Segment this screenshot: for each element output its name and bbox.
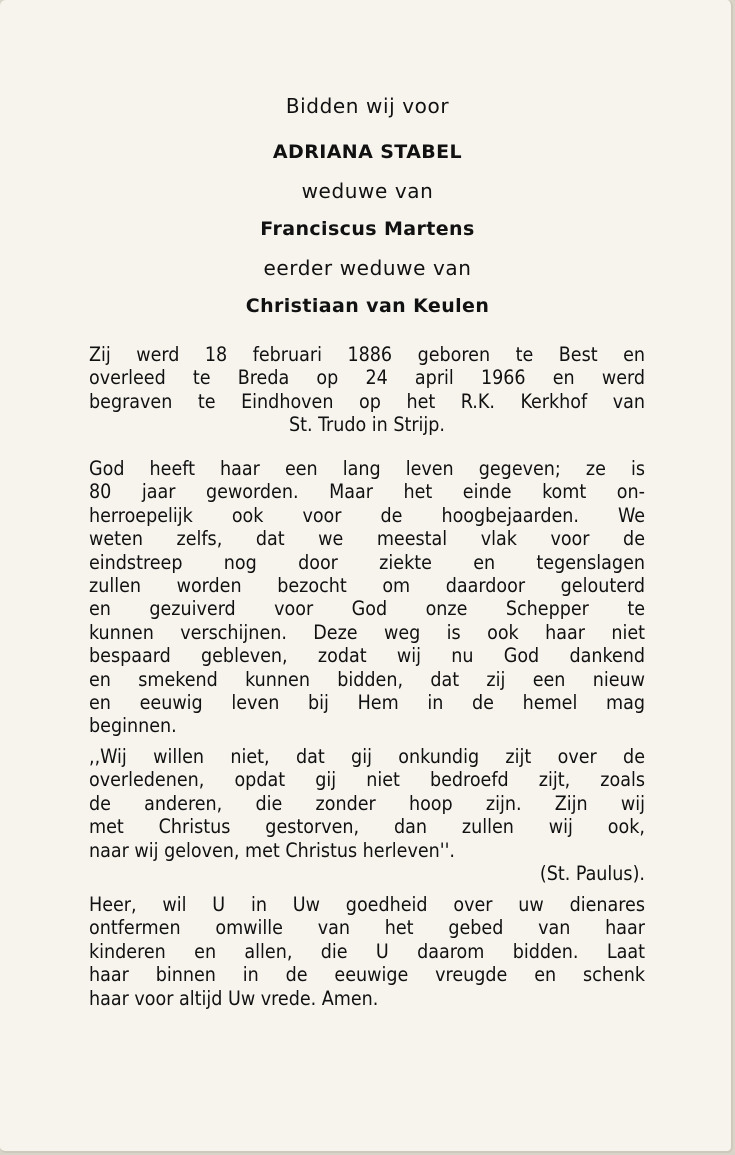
text-line: zullen worden bezocht om daardoor gelouterd (89, 573, 645, 597)
biography-paragraph (89, 343, 645, 437)
text-line: bespaard gebleven, zodat wij nu God dankend (89, 644, 645, 668)
text-line: herroepelijk ook voor de hoogbejaarden. We (89, 503, 645, 527)
text-line: overleed te Breda op 24 april 1966 en werd (89, 366, 645, 390)
text-line: haar binnen in de eeuwige vreugde en schenk (89, 963, 645, 987)
text-line: en gezuiverd voor God onze Schepper te (89, 597, 645, 621)
text-line: St. Trudo in Strijp. (288, 413, 446, 437)
text-line: beginnen. (89, 714, 177, 738)
text-line: en eeuwig leven bij Hem in de hemel mag (89, 690, 645, 714)
text-line: en smekend kunnen bidden, dat zij een nieuw (89, 667, 645, 691)
deceased-name: ADRIANA STABEL (272, 141, 463, 163)
widow-of-line: weduwe van (301, 179, 434, 203)
text-line: overledenen, opdat gij niet bedroefd zijt, zoals (89, 768, 645, 792)
former-widow-line: eerder weduwe van (263, 256, 472, 280)
text-line: Heer, wil U in Uw goedheid over uw dienares (89, 893, 645, 916)
text-line: begraven te Eindhoven op het R.K. Kerkhof van (89, 389, 645, 413)
spouse-name: Franciscus Martens (260, 218, 475, 240)
text-line: God heeft haar een lang leven gegeven; ze is (89, 457, 645, 480)
reflection-paragraph (89, 457, 645, 738)
text-line: Zij werd 18 februari 1886 geboren te Best en (89, 343, 645, 366)
text-line: kunnen verschijnen. Deze weg is ook haar niet (89, 620, 645, 644)
text-line: ,,Wij willen niet, dat gij onkundig zijt over de (89, 745, 645, 768)
former-spouse-name: Christiaan van Keulen (245, 295, 490, 317)
text-line: haar voor altijd Uw vrede. Amen. (89, 986, 379, 1010)
text-line: ontfermen omwille van het gebed van haar (89, 916, 645, 940)
text-line: kinderen en allen, die U daarom bidden. Laat (89, 939, 645, 963)
text-line: eindstreep nog door ziekte en tegenslagen (89, 550, 645, 574)
quote-source: (St. Paulus). (539, 861, 645, 885)
text-line: 80 jaar geworden. Maar het einde komt on- (89, 480, 645, 504)
closing-prayer (89, 893, 645, 1010)
scripture-quote (89, 745, 645, 885)
text-line: naar wij geloven, met Christus herleven''. (89, 838, 455, 862)
text-line: met Christus gestorven, dan zullen wij ook, (89, 815, 645, 839)
intro-line: Bidden wij voor (285, 94, 450, 118)
text-line: de anderen, die zonder hoop zijn. Zijn wij (89, 791, 645, 815)
text-line: weten zelfs, dat we meestal vlak voor de (89, 527, 645, 551)
